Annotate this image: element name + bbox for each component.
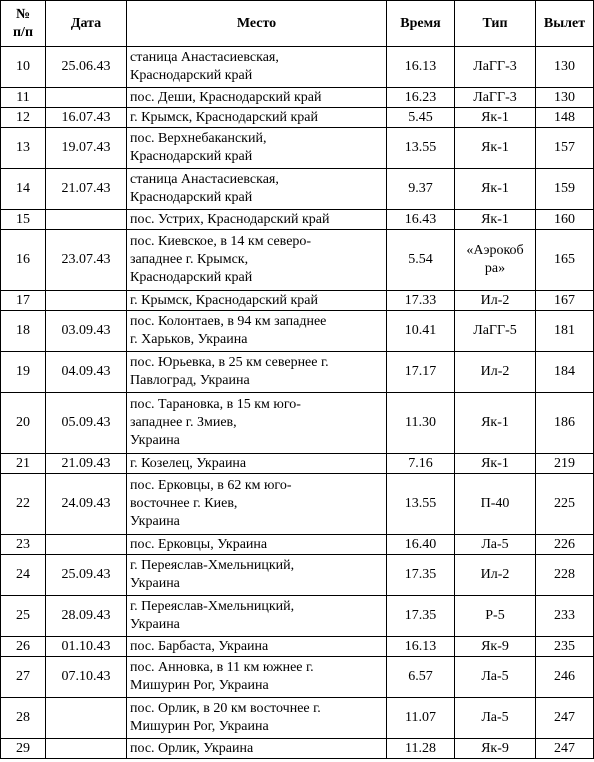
cell-num: 14 bbox=[1, 169, 46, 210]
cell-date: 19.07.43 bbox=[46, 128, 127, 169]
cell-date bbox=[46, 698, 127, 739]
cell-time: 17.17 bbox=[387, 352, 455, 393]
cell-num: 28 bbox=[1, 698, 46, 739]
cell-place: г. Переяслав-Хмельницкий, Украина bbox=[127, 596, 387, 637]
cell-time: 11.28 bbox=[387, 739, 455, 759]
cell-sortie: 247 bbox=[536, 698, 594, 739]
table-row bbox=[1, 108, 594, 128]
cell-num: 29 bbox=[1, 739, 46, 759]
cell-type: Р-5 bbox=[455, 596, 536, 637]
header-type: Тип bbox=[455, 1, 536, 47]
cell-place: пос. Орлик, в 20 км восточнее г. Мишурин Рог, Украина bbox=[127, 698, 387, 739]
cell-num: 22 bbox=[1, 474, 46, 535]
cell-time: 11.07 bbox=[387, 698, 455, 739]
cell-num: 24 bbox=[1, 555, 46, 596]
cell-time: 7.16 bbox=[387, 454, 455, 474]
cell-type: Ил-2 bbox=[455, 352, 536, 393]
header-num: № п/п bbox=[1, 1, 46, 47]
cell-date bbox=[46, 88, 127, 108]
cell-sortie: 160 bbox=[536, 210, 594, 230]
cell-num: 25 bbox=[1, 596, 46, 637]
table-row bbox=[1, 47, 594, 88]
cell-place: г. Крымск, Краснодарский край bbox=[127, 108, 387, 128]
cell-date bbox=[46, 291, 127, 311]
table-row bbox=[1, 454, 594, 474]
table-body bbox=[1, 47, 594, 759]
cell-time: 5.54 bbox=[387, 230, 455, 291]
table-row bbox=[1, 555, 594, 596]
cell-sortie: 167 bbox=[536, 291, 594, 311]
cell-num: 27 bbox=[1, 657, 46, 698]
cell-sortie: 181 bbox=[536, 311, 594, 352]
cell-time: 17.35 bbox=[387, 555, 455, 596]
table-row bbox=[1, 210, 594, 230]
cell-num: 13 bbox=[1, 128, 46, 169]
table-row bbox=[1, 352, 594, 393]
cell-num: 15 bbox=[1, 210, 46, 230]
table-row bbox=[1, 698, 594, 739]
cell-type: Ла-5 bbox=[455, 657, 536, 698]
cell-type: Ил-2 bbox=[455, 555, 536, 596]
header-place: Место bbox=[127, 1, 387, 47]
cell-place: пос. Киевское, в 14 км северо- западнее г. Крымск, Краснодарский край bbox=[127, 230, 387, 291]
cell-type: «Аэрокоб ра» bbox=[455, 230, 536, 291]
cell-sortie: 225 bbox=[536, 474, 594, 535]
cell-date: 23.07.43 bbox=[46, 230, 127, 291]
cell-date bbox=[46, 739, 127, 759]
cell-time: 13.55 bbox=[387, 128, 455, 169]
table-row bbox=[1, 393, 594, 454]
cell-num: 19 bbox=[1, 352, 46, 393]
cell-place: пос. Орлик, Украина bbox=[127, 739, 387, 759]
table-row bbox=[1, 88, 594, 108]
cell-date: 25.09.43 bbox=[46, 555, 127, 596]
cell-date: 21.09.43 bbox=[46, 454, 127, 474]
cell-type: Як-1 bbox=[455, 169, 536, 210]
cell-sortie: 184 bbox=[536, 352, 594, 393]
cell-num: 12 bbox=[1, 108, 46, 128]
header-date: Дата bbox=[46, 1, 127, 47]
cell-time: 10.41 bbox=[387, 311, 455, 352]
header-sortie: Вылет bbox=[536, 1, 594, 47]
cell-place: пос. Ерковцы, в 62 км юго- восточнее г. Киев, Украина bbox=[127, 474, 387, 535]
cell-place: пос. Анновка, в 11 км южнее г. Мишурин Рог, Украина bbox=[127, 657, 387, 698]
table-row bbox=[1, 535, 594, 555]
cell-date: 21.07.43 bbox=[46, 169, 127, 210]
cell-type: Як-1 bbox=[455, 108, 536, 128]
cell-sortie: 165 bbox=[536, 230, 594, 291]
cell-type: Як-1 bbox=[455, 393, 536, 454]
cell-sortie: 130 bbox=[536, 88, 594, 108]
header-row bbox=[1, 1, 594, 47]
cell-date: 05.09.43 bbox=[46, 393, 127, 454]
cell-type: Як-1 bbox=[455, 128, 536, 169]
table-header bbox=[1, 1, 594, 47]
cell-type: Як-9 bbox=[455, 739, 536, 759]
cell-type: ЛаГГ-3 bbox=[455, 47, 536, 88]
cell-time: 16.13 bbox=[387, 47, 455, 88]
cell-place: станица Анастасиевская, Краснодарский край bbox=[127, 47, 387, 88]
cell-place: пос. Верхнебаканский, Краснодарский край bbox=[127, 128, 387, 169]
cell-num: 17 bbox=[1, 291, 46, 311]
cell-place: г. Козелец, Украина bbox=[127, 454, 387, 474]
cell-type: Як-1 bbox=[455, 210, 536, 230]
cell-place: пос. Ерковцы, Украина bbox=[127, 535, 387, 555]
cell-time: 9.37 bbox=[387, 169, 455, 210]
cell-sortie: 159 bbox=[536, 169, 594, 210]
cell-place: пос. Юрьевка, в 25 км севернее г. Павлоград, Украина bbox=[127, 352, 387, 393]
table-row bbox=[1, 596, 594, 637]
table-row bbox=[1, 739, 594, 759]
cell-time: 17.35 bbox=[387, 596, 455, 637]
cell-sortie: 247 bbox=[536, 739, 594, 759]
cell-type: Ла-5 bbox=[455, 535, 536, 555]
cell-place: станица Анастасиевская, Краснодарский край bbox=[127, 169, 387, 210]
cell-sortie: 186 bbox=[536, 393, 594, 454]
cell-sortie: 226 bbox=[536, 535, 594, 555]
cell-num: 26 bbox=[1, 637, 46, 657]
cell-time: 11.30 bbox=[387, 393, 455, 454]
cell-time: 16.23 bbox=[387, 88, 455, 108]
cell-date: 01.10.43 bbox=[46, 637, 127, 657]
cell-sortie: 235 bbox=[536, 637, 594, 657]
cell-date bbox=[46, 210, 127, 230]
cell-place: пос. Колонтаев, в 94 км западнее г. Харьков, Украина bbox=[127, 311, 387, 352]
table-row bbox=[1, 128, 594, 169]
cell-num: 11 bbox=[1, 88, 46, 108]
table-row bbox=[1, 169, 594, 210]
cell-num: 21 bbox=[1, 454, 46, 474]
table-row bbox=[1, 230, 594, 291]
cell-date: 24.09.43 bbox=[46, 474, 127, 535]
cell-place: г. Переяслав-Хмельницкий, Украина bbox=[127, 555, 387, 596]
cell-time: 6.57 bbox=[387, 657, 455, 698]
cell-num: 20 bbox=[1, 393, 46, 454]
cell-time: 13.55 bbox=[387, 474, 455, 535]
cell-type: П-40 bbox=[455, 474, 536, 535]
table-row bbox=[1, 657, 594, 698]
cell-type: Ил-2 bbox=[455, 291, 536, 311]
cell-sortie: 219 bbox=[536, 454, 594, 474]
cell-date: 16.07.43 bbox=[46, 108, 127, 128]
cell-date bbox=[46, 535, 127, 555]
cell-date: 25.06.43 bbox=[46, 47, 127, 88]
cell-date: 07.10.43 bbox=[46, 657, 127, 698]
cell-num: 23 bbox=[1, 535, 46, 555]
cell-sortie: 157 bbox=[536, 128, 594, 169]
table-row bbox=[1, 291, 594, 311]
cell-time: 17.33 bbox=[387, 291, 455, 311]
cell-type: ЛаГГ-5 bbox=[455, 311, 536, 352]
header-time: Время bbox=[387, 1, 455, 47]
cell-num: 16 bbox=[1, 230, 46, 291]
cell-place: г. Крымск, Краснодарский край bbox=[127, 291, 387, 311]
cell-time: 16.40 bbox=[387, 535, 455, 555]
cell-type: Ла-5 bbox=[455, 698, 536, 739]
cell-place: пос. Деши, Краснодарский край bbox=[127, 88, 387, 108]
cell-date: 04.09.43 bbox=[46, 352, 127, 393]
cell-sortie: 148 bbox=[536, 108, 594, 128]
cell-type: Як-1 bbox=[455, 454, 536, 474]
cell-sortie: 246 bbox=[536, 657, 594, 698]
cell-type: ЛаГГ-3 bbox=[455, 88, 536, 108]
cell-time: 16.13 bbox=[387, 637, 455, 657]
cell-time: 16.43 bbox=[387, 210, 455, 230]
table-row bbox=[1, 311, 594, 352]
cell-num: 18 bbox=[1, 311, 46, 352]
cell-place: пос. Устрих, Краснодарский край bbox=[127, 210, 387, 230]
cell-time: 5.45 bbox=[387, 108, 455, 128]
cell-type: Як-9 bbox=[455, 637, 536, 657]
cell-place: пос. Тарановка, в 15 км юго- западнее г. Змиев, Украина bbox=[127, 393, 387, 454]
cell-sortie: 233 bbox=[536, 596, 594, 637]
cell-date: 28.09.43 bbox=[46, 596, 127, 637]
table-row bbox=[1, 474, 594, 535]
cell-sortie: 228 bbox=[536, 555, 594, 596]
cell-place: пос. Барбаста, Украина bbox=[127, 637, 387, 657]
cell-num: 10 bbox=[1, 47, 46, 88]
cell-date: 03.09.43 bbox=[46, 311, 127, 352]
cell-sortie: 130 bbox=[536, 47, 594, 88]
table-row bbox=[1, 637, 594, 657]
